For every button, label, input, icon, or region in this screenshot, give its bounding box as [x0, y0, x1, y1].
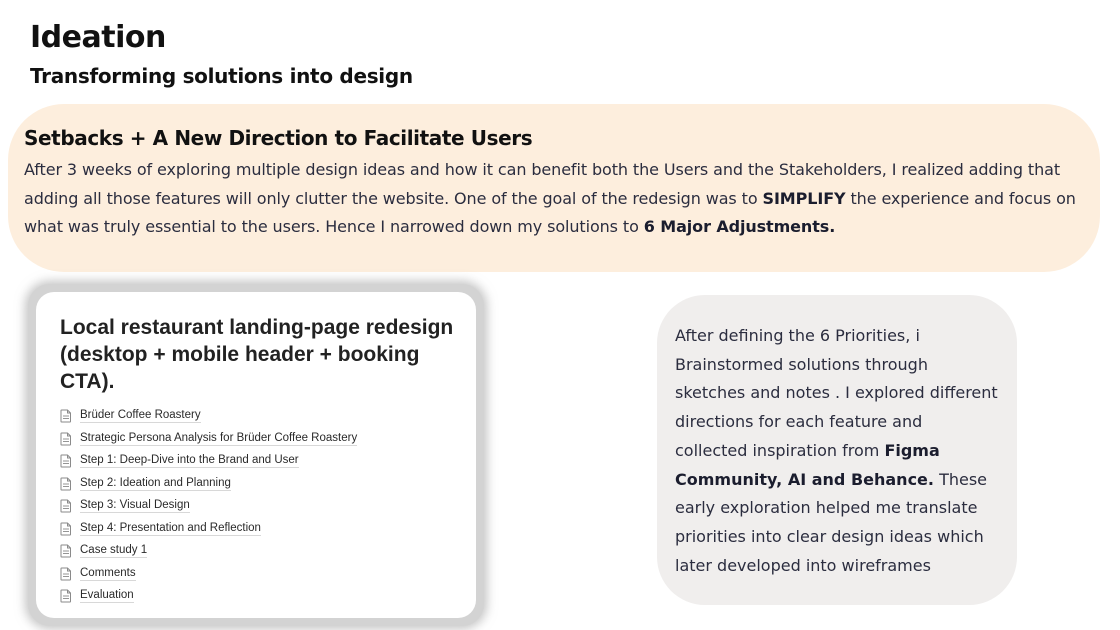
priorities-paragraph — [675, 322, 999, 580]
setback-text-2: the experience and focus on what was truly essential to the users. Hence I narrowed down my solutions to — [24, 188, 1076, 237]
toc-item[interactable] — [60, 473, 456, 496]
setback-emphasis-adjustments: 6 Major Adjustments. — [643, 217, 836, 237]
page-subtitle: Transforming solutions into design — [30, 64, 413, 88]
document-icon — [60, 499, 72, 513]
toc-item[interactable] — [60, 428, 456, 451]
document-icon — [60, 567, 72, 581]
toc-item[interactable] — [60, 540, 456, 563]
toc-item-link[interactable]: Step 1: Deep-Dive into the Brand and User — [80, 454, 299, 467]
toc-item[interactable] — [60, 405, 456, 428]
setback-card — [8, 104, 1100, 272]
toc-item[interactable] — [60, 518, 456, 541]
setback-paragraph — [24, 156, 1084, 242]
table-of-contents-card — [28, 284, 484, 626]
setback-text-1: After 3 weeks of exploring multiple design ideas and how it can benefit both the Users and the Stakeholders, I realized adding that adding all those features will only clutter the website. One of the goal of the redesign was to — [24, 160, 1061, 208]
toc-list — [60, 405, 456, 608]
toc-item-link[interactable]: Evaluation — [80, 589, 134, 602]
document-icon — [60, 589, 72, 603]
page-title: Ideation — [30, 20, 166, 55]
toc-title: Local restaurant landing-page redesign (desktop + mobile header + booking CTA). — [60, 316, 454, 393]
toc-item-link[interactable]: Comments — [80, 566, 136, 579]
toc-item-link[interactable]: Strategic Persona Analysis for Brüder Coffee Roastery — [80, 431, 358, 444]
document-icon — [60, 477, 72, 491]
toc-item[interactable] — [60, 450, 456, 473]
document-icon — [60, 432, 72, 446]
document-icon — [60, 454, 72, 468]
toc-item-link[interactable]: Step 3: Visual Design — [80, 499, 190, 512]
toc-item-link[interactable]: Case study 1 — [80, 544, 148, 557]
priorities-text-1: After defining the 6 Priorities, i Brainstormed solutions through sketches and notes . I explored different directions for each feature and collected inspiration from — [675, 326, 998, 460]
toc-item-link[interactable]: Step 2: Ideation and Planning — [80, 476, 231, 489]
setback-emphasis-simplify: SIMPLIFY — [762, 188, 846, 208]
document-icon — [60, 544, 72, 558]
toc-item[interactable] — [60, 563, 456, 586]
priorities-emphasis-sources: Figma Community, AI and Behance. — [675, 440, 940, 489]
toc-item[interactable] — [60, 495, 456, 518]
document-icon — [60, 409, 72, 423]
table-of-contents-panel — [36, 292, 476, 618]
setback-heading: Setbacks + A New Direction to Facilitate Users — [24, 126, 533, 150]
document-icon — [60, 522, 72, 536]
toc-item-link[interactable]: Brüder Coffee Roastery — [80, 409, 201, 422]
toc-item-link[interactable]: Step 4: Presentation and Reflection — [80, 521, 261, 534]
priorities-text-2: These early exploration helped me translate priorities into clear design ideas which later developed into wireframes — [675, 469, 988, 575]
toc-item[interactable] — [60, 585, 456, 608]
priorities-card — [657, 295, 1017, 605]
